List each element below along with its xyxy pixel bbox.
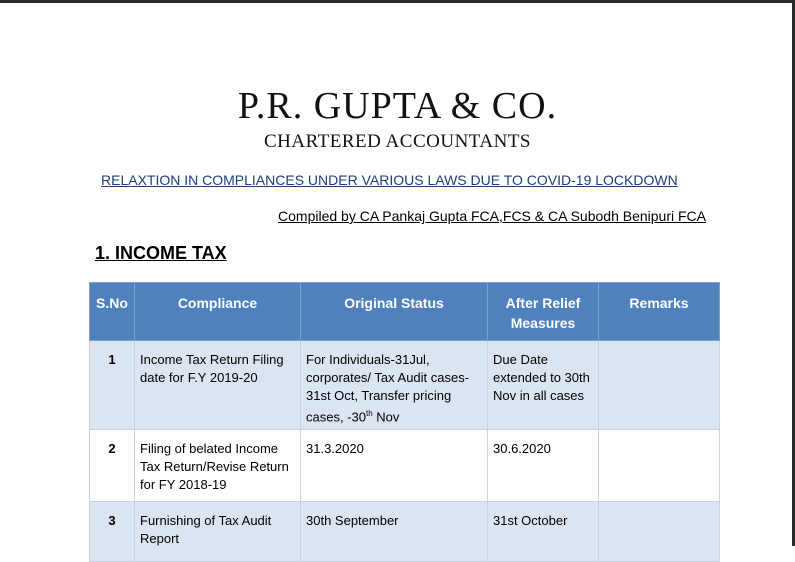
original-main-text: For Individuals-31Jul, corporates/ Tax Audit cases-31st Oct, Transfer pricing cases, -30 xyxy=(306,352,470,425)
table-row xyxy=(90,502,720,562)
cell-remarks xyxy=(599,502,720,562)
firm-subtitle: CHARTERED ACCOUNTANTS xyxy=(264,131,531,152)
cell-compliance: Furnishing of Tax Audit Report xyxy=(135,502,301,562)
cell-after-relief: 30.6.2020 xyxy=(488,430,599,502)
cell-original-status: 31.3.2020 xyxy=(301,430,488,502)
original-tail-text: Nov xyxy=(372,409,400,425)
table-row xyxy=(90,341,720,430)
header-original-status: Original Status xyxy=(301,283,488,341)
header-after-relief: After Relief Measures xyxy=(488,283,599,341)
cell-original-status xyxy=(301,341,488,430)
original-superscript: th xyxy=(365,409,373,418)
table-row xyxy=(90,430,720,502)
cell-sno: 1 xyxy=(90,341,135,430)
cell-remarks xyxy=(599,430,720,502)
header-remarks: Remarks xyxy=(599,283,720,341)
section-title: 1. INCOME TAX xyxy=(95,243,227,263)
header-compliance: Compliance xyxy=(135,283,301,341)
cell-original-status: 30th September xyxy=(301,502,488,562)
cell-compliance: Filing of belated Income Tax Return/Revise Return for FY 2018-19 xyxy=(135,430,301,502)
firm-name: P.R. GUPTA & CO. xyxy=(237,85,558,127)
cell-compliance: Income Tax Return Filing date for F.Y 2019-20 xyxy=(135,341,301,430)
document-heading: RELAXTION IN COMPLIANCES UNDER VARIOUS LAWS DUE TO COVID-19 LOCKDOWN xyxy=(101,172,678,188)
cell-after-relief: 31st October xyxy=(488,502,599,562)
cell-remarks xyxy=(599,341,720,430)
table-header-row xyxy=(90,283,720,341)
cell-sno: 2 xyxy=(90,430,135,502)
cell-sno: 3 xyxy=(90,502,135,562)
compiled-by: Compiled by CA Pankaj Gupta FCA,FCS & CA Subodh Benipuri FCA xyxy=(278,208,706,224)
compliance-table xyxy=(89,282,720,562)
window-top-border xyxy=(0,0,795,3)
cell-after-relief: Due Date extended to 30th Nov in all cases xyxy=(488,341,599,430)
header-sno: S.No xyxy=(90,283,135,341)
